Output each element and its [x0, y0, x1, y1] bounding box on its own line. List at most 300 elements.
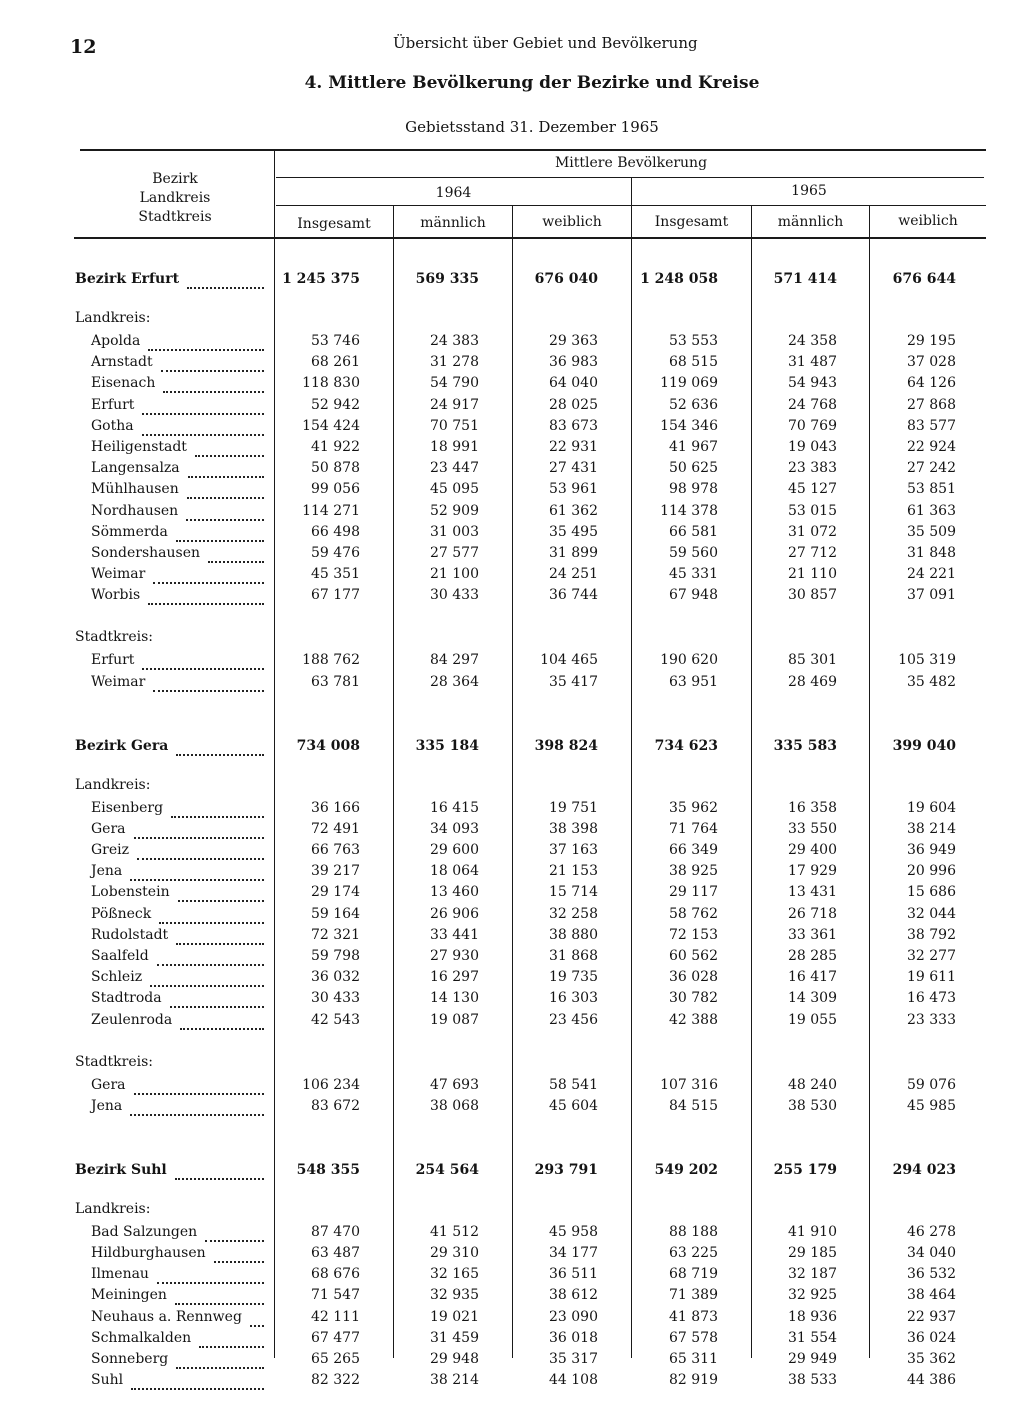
cell-value: 676 040 [534, 271, 598, 287]
cell-value: 44 386 [907, 1372, 956, 1388]
group-header: Mittlere Bevölkerung [554, 155, 708, 171]
cell-value: 19 604 [907, 800, 956, 816]
table-row [0, 906, 1024, 927]
cell-value: 68 719 [669, 1266, 718, 1282]
table-row [0, 1309, 1024, 1330]
cell-value: 154 424 [302, 418, 360, 434]
cell-value: 65 311 [669, 1351, 718, 1367]
cell-value: 14 309 [788, 990, 837, 1006]
table-row [0, 969, 1024, 990]
cell-value: 19 735 [549, 969, 598, 985]
section-label: Landkreis: [75, 777, 151, 793]
cell-value: 42 543 [311, 1012, 360, 1028]
cell-value: 41 512 [430, 1224, 479, 1240]
cell-value: 18 064 [430, 863, 479, 879]
cell-value: 32 258 [549, 906, 598, 922]
cell-value: 31 899 [549, 545, 598, 561]
table-row [0, 948, 1024, 969]
row-label: Langensalza [91, 460, 180, 476]
running-head: Übersicht über Gebiet und Bevölkerung [393, 34, 698, 52]
column-header: weiblich [542, 214, 602, 230]
cell-value: 36 024 [907, 1330, 956, 1346]
cell-value: 66 581 [669, 524, 718, 540]
cell-value: 14 130 [430, 990, 479, 1006]
cell-value: 58 541 [549, 1077, 598, 1093]
cell-value: 46 278 [907, 1224, 956, 1240]
cell-value: 27 868 [907, 397, 956, 413]
year-header-1965: 1965 [791, 183, 827, 199]
cell-value: 45 604 [549, 1098, 598, 1114]
leader-dots [142, 654, 264, 670]
cell-value: 24 768 [788, 397, 837, 413]
leader-dots [153, 568, 264, 584]
leader-dots [134, 1079, 264, 1095]
cell-value: 27 577 [430, 545, 479, 561]
cell-value: 32 935 [430, 1287, 479, 1303]
cell-value: 22 937 [907, 1309, 956, 1325]
cell-value: 45 331 [669, 566, 718, 582]
cell-value: 23 447 [430, 460, 479, 476]
cell-value: 47 693 [430, 1077, 479, 1093]
cell-value: 37 028 [907, 354, 956, 370]
cell-value: 19 043 [788, 439, 837, 455]
cell-value: 31 554 [788, 1330, 837, 1346]
cell-value: 118 830 [302, 375, 360, 391]
cell-value: 42 111 [311, 1309, 360, 1325]
cell-value: 33 441 [430, 927, 479, 943]
cell-value: 38 880 [549, 927, 598, 943]
column-header: männlich [777, 214, 844, 230]
cell-value: 67 948 [669, 587, 718, 603]
row-label: Sömmerda [91, 524, 168, 540]
section-label: Landkreis: [75, 1201, 151, 1217]
cell-value: 23 333 [907, 1012, 956, 1028]
cell-value: 15 686 [907, 884, 956, 900]
cell-value: 24 221 [907, 566, 956, 582]
row-label: Erfurt [91, 397, 135, 413]
stub-header-stadtkreis: Stadtkreis [138, 209, 212, 225]
cell-value: 18 936 [788, 1309, 837, 1325]
bezirk-total-row [0, 271, 1024, 292]
cell-value: 29 363 [549, 333, 598, 349]
cell-value: 399 040 [892, 738, 956, 754]
table-row [0, 397, 1024, 418]
cell-value: 29 310 [430, 1245, 479, 1261]
table-row [0, 1098, 1024, 1119]
cell-value: 24 358 [788, 333, 837, 349]
cell-value: 38 533 [788, 1372, 837, 1388]
cell-value: 36 166 [311, 800, 360, 816]
cell-value: 34 040 [907, 1245, 956, 1261]
cell-value: 35 495 [549, 524, 598, 540]
cell-value: 61 362 [549, 503, 598, 519]
cell-value: 32 925 [788, 1287, 837, 1303]
cell-value: 63 781 [311, 674, 360, 690]
cell-value: 22 924 [907, 439, 956, 455]
cell-value: 83 673 [549, 418, 598, 434]
table-row [0, 503, 1024, 524]
row-label: Nordhausen [91, 503, 179, 519]
cell-value: 35 417 [549, 674, 598, 690]
cell-value: 32 277 [907, 948, 956, 964]
cell-value: 15 714 [549, 884, 598, 900]
leader-dots [130, 1100, 264, 1116]
table-row [0, 990, 1024, 1011]
cell-value: 335 184 [415, 738, 479, 754]
table-row [0, 842, 1024, 863]
row-label: Saalfeld [91, 948, 149, 964]
cell-value: 41 922 [311, 439, 360, 455]
table-title: 4. Mittlere Bevölkerung der Bezirke und Kreise [304, 73, 760, 93]
row-label: Schleiz [91, 969, 143, 985]
cell-value: 119 069 [660, 375, 718, 391]
cell-value: 52 909 [430, 503, 479, 519]
cell-value: 68 515 [669, 354, 718, 370]
cell-value: 99 056 [311, 481, 360, 497]
cell-value: 27 930 [430, 948, 479, 964]
cell-value: 29 948 [430, 1351, 479, 1367]
cell-value: 255 179 [773, 1162, 837, 1178]
row-label: Sondershausen [91, 545, 201, 561]
leader-dots [142, 420, 264, 436]
cell-value: 36 744 [549, 587, 598, 603]
cell-value: 45 351 [311, 566, 360, 582]
cell-value: 24 383 [430, 333, 479, 349]
table-row [0, 524, 1024, 545]
cell-value: 53 746 [311, 333, 360, 349]
leader-dots [137, 844, 264, 860]
cell-value: 1 245 375 [282, 271, 360, 287]
cell-value: 29 185 [788, 1245, 837, 1261]
cell-value: 734 008 [296, 738, 360, 754]
cell-value: 59 164 [311, 906, 360, 922]
cell-value: 42 388 [669, 1012, 718, 1028]
cell-value: 59 076 [907, 1077, 956, 1093]
cell-value: 105 319 [898, 652, 956, 668]
row-label: Bezirk Gera [75, 738, 169, 754]
cell-value: 85 301 [788, 652, 837, 668]
cell-value: 71 547 [311, 1287, 360, 1303]
row-label: Neuhaus a. Rennweg [91, 1309, 242, 1325]
cell-value: 38 925 [669, 863, 718, 879]
table-row [0, 1245, 1024, 1266]
cell-value: 29 600 [430, 842, 479, 858]
cell-value: 30 433 [430, 587, 479, 603]
cell-value: 34 093 [430, 821, 479, 837]
cell-value: 38 464 [907, 1287, 956, 1303]
cell-value: 39 217 [311, 863, 360, 879]
cell-value: 37 091 [907, 587, 956, 603]
cell-value: 54 790 [430, 375, 479, 391]
cell-value: 293 791 [534, 1162, 598, 1178]
cell-value: 569 335 [415, 271, 479, 287]
table-row [0, 1287, 1024, 1308]
row-label: Ilmenau [91, 1266, 149, 1282]
cell-value: 68 261 [311, 354, 360, 370]
table-row [0, 674, 1024, 695]
cell-value: 36 018 [549, 1330, 598, 1346]
cell-value: 36 032 [311, 969, 360, 985]
cell-value: 16 297 [430, 969, 479, 985]
cell-value: 335 583 [773, 738, 837, 754]
cell-value: 87 470 [311, 1224, 360, 1240]
section-label: Stadtkreis: [75, 1054, 153, 1070]
cell-value: 45 958 [549, 1224, 598, 1240]
leader-dots [153, 676, 264, 692]
cell-value: 38 530 [788, 1098, 837, 1114]
table-row [0, 1266, 1024, 1287]
table-row [0, 418, 1024, 439]
row-label: Arnstadt [91, 354, 153, 370]
section-label: Landkreis: [75, 310, 151, 326]
cell-value: 54 943 [788, 375, 837, 391]
cell-value: 29 117 [669, 884, 718, 900]
cell-value: 23 090 [549, 1309, 598, 1325]
table-row [0, 1224, 1024, 1245]
cell-value: 36 532 [907, 1266, 956, 1282]
cell-value: 82 919 [669, 1372, 718, 1388]
table-row [0, 545, 1024, 566]
row-label: Mühlhausen [91, 481, 179, 497]
cell-value: 27 712 [788, 545, 837, 561]
cell-value: 53 961 [549, 481, 598, 497]
row-label: Sonneberg [91, 1351, 169, 1367]
cell-value: 31 003 [430, 524, 479, 540]
cell-value: 31 868 [549, 948, 598, 964]
cell-value: 16 417 [788, 969, 837, 985]
cell-value: 26 718 [788, 906, 837, 922]
cell-value: 84 515 [669, 1098, 718, 1114]
table-row [0, 354, 1024, 375]
cell-value: 35 509 [907, 524, 956, 540]
cell-value: 71 389 [669, 1287, 718, 1303]
row-label: Worbis [91, 587, 141, 603]
cell-value: 17 929 [788, 863, 837, 879]
cell-value: 38 068 [430, 1098, 479, 1114]
cell-value: 16 473 [907, 990, 956, 1006]
cell-value: 38 214 [907, 821, 956, 837]
leader-dots [148, 335, 264, 351]
cell-value: 63 951 [669, 674, 718, 690]
row-label: Bad Salzungen [91, 1224, 198, 1240]
cell-value: 98 978 [669, 481, 718, 497]
cell-value: 70 751 [430, 418, 479, 434]
cell-value: 19 055 [788, 1012, 837, 1028]
cell-value: 32 044 [907, 906, 956, 922]
row-label: Jena [91, 863, 123, 879]
cell-value: 254 564 [415, 1162, 479, 1178]
row-label: Erfurt [91, 652, 135, 668]
table-row [0, 884, 1024, 905]
table-row [0, 652, 1024, 673]
cell-value: 29 949 [788, 1351, 837, 1367]
cell-value: 45 985 [907, 1098, 956, 1114]
table-row [0, 1372, 1024, 1393]
cell-value: 34 177 [549, 1245, 598, 1261]
cell-value: 58 762 [669, 906, 718, 922]
cell-value: 35 962 [669, 800, 718, 816]
cell-value: 114 378 [660, 503, 718, 519]
cell-value: 53 015 [788, 503, 837, 519]
cell-value: 33 361 [788, 927, 837, 943]
cell-value: 53 851 [907, 481, 956, 497]
row-label: Gotha [91, 418, 134, 434]
cell-value: 31 278 [430, 354, 479, 370]
cell-value: 82 322 [311, 1372, 360, 1388]
row-label: Bezirk Erfurt [75, 271, 180, 287]
cell-value: 24 917 [430, 397, 479, 413]
table-row [0, 1330, 1024, 1351]
cell-value: 33 550 [788, 821, 837, 837]
cell-value: 36 028 [669, 969, 718, 985]
cell-value: 23 456 [549, 1012, 598, 1028]
table-row [0, 1012, 1024, 1033]
cell-value: 28 469 [788, 674, 837, 690]
cell-value: 72 153 [669, 927, 718, 943]
cell-value: 21 100 [430, 566, 479, 582]
cell-value: 32 187 [788, 1266, 837, 1282]
cell-value: 63 487 [311, 1245, 360, 1261]
leader-dots [131, 1374, 264, 1390]
cell-value: 36 511 [549, 1266, 598, 1282]
table-row [0, 1077, 1024, 1098]
cell-value: 31 848 [907, 545, 956, 561]
cell-value: 19 611 [907, 969, 956, 985]
table-row [0, 863, 1024, 884]
cell-value: 64 040 [549, 375, 598, 391]
cell-value: 50 625 [669, 460, 718, 476]
row-label: Pößneck [91, 906, 152, 922]
cell-value: 1 248 058 [640, 271, 718, 287]
cell-value: 41 967 [669, 439, 718, 455]
row-label: Gera [91, 1077, 126, 1093]
cell-value: 65 265 [311, 1351, 360, 1367]
stub-header [100, 170, 250, 227]
row-label: Suhl [91, 1372, 124, 1388]
cell-value: 45 095 [430, 481, 479, 497]
row-label: Lobenstein [91, 884, 170, 900]
cell-value: 30 433 [311, 990, 360, 1006]
table-row [0, 800, 1024, 821]
cell-value: 48 240 [788, 1077, 837, 1093]
column-header: Insgesamt [297, 216, 371, 232]
cell-value: 31 487 [788, 354, 837, 370]
cell-value: 72 321 [311, 927, 360, 943]
section-heading-row [0, 1201, 1024, 1222]
cell-value: 29 174 [311, 884, 360, 900]
row-label: Rudolstadt [91, 927, 169, 943]
cell-value: 88 188 [669, 1224, 718, 1240]
row-label: Greiz [91, 842, 130, 858]
row-label: Hildburghausen [91, 1245, 206, 1261]
cell-value: 28 025 [549, 397, 598, 413]
header-bottom-rule [74, 237, 986, 239]
cell-value: 16 303 [549, 990, 598, 1006]
row-label: Heiligenstadt [91, 439, 187, 455]
section-heading-row [0, 1054, 1024, 1075]
year-header-1964: 1964 [435, 185, 472, 201]
cell-value: 35 362 [907, 1351, 956, 1367]
cell-value: 398 824 [534, 738, 598, 754]
cell-value: 63 225 [669, 1245, 718, 1261]
cell-value: 41 873 [669, 1309, 718, 1325]
bezirk-total-row [0, 1162, 1024, 1183]
cell-value: 16 415 [430, 800, 479, 816]
leader-dots [157, 950, 264, 966]
cell-value: 53 553 [669, 333, 718, 349]
cell-value: 38 792 [907, 927, 956, 943]
cell-value: 31 072 [788, 524, 837, 540]
cell-value: 32 165 [430, 1266, 479, 1282]
cell-value: 18 991 [430, 439, 479, 455]
table-row [0, 1351, 1024, 1372]
cell-value: 16 358 [788, 800, 837, 816]
cell-value: 114 271 [302, 503, 360, 519]
cell-value: 26 906 [430, 906, 479, 922]
cell-value: 294 023 [892, 1162, 956, 1178]
cell-value: 60 562 [669, 948, 718, 964]
section-heading-row [0, 310, 1024, 331]
cell-value: 64 126 [907, 375, 956, 391]
cell-value: 27 431 [549, 460, 598, 476]
cell-value: 67 578 [669, 1330, 718, 1346]
cell-value: 83 577 [907, 418, 956, 434]
table-row [0, 821, 1024, 842]
leader-dots [150, 971, 264, 987]
cell-value: 24 251 [549, 566, 598, 582]
cell-value: 35 317 [549, 1351, 598, 1367]
cell-value: 676 644 [892, 271, 956, 287]
row-label: Meiningen [91, 1287, 167, 1303]
row-label: Apolda [91, 333, 141, 349]
cell-value: 20 996 [907, 863, 956, 879]
cell-value: 21 110 [788, 566, 837, 582]
row-label: Eisenberg [91, 800, 164, 816]
cell-value: 52 942 [311, 397, 360, 413]
section-heading-row [0, 777, 1024, 798]
cell-value: 106 234 [302, 1077, 360, 1093]
cell-value: 28 364 [430, 674, 479, 690]
cell-value: 36 949 [907, 842, 956, 858]
stub-header-bezirk: Bezirk [152, 171, 198, 187]
cell-value: 66 763 [311, 842, 360, 858]
cell-value: 38 612 [549, 1287, 598, 1303]
leader-dots [142, 399, 264, 415]
cell-value: 38 398 [549, 821, 598, 837]
cell-value: 21 153 [549, 863, 598, 879]
cell-value: 188 762 [302, 652, 360, 668]
table-row [0, 927, 1024, 948]
cell-value: 41 910 [788, 1224, 837, 1240]
table-row [0, 460, 1024, 481]
cell-value: 13 460 [430, 884, 479, 900]
cell-value: 68 676 [311, 1266, 360, 1282]
table-subtitle: Gebietsstand 31. Dezember 1965 [405, 118, 659, 136]
column-header: Insgesamt [654, 214, 729, 230]
page-number: 12 [70, 36, 97, 58]
row-label: Zeulenroda [91, 1012, 173, 1028]
table-row [0, 333, 1024, 354]
cell-value: 67 177 [311, 587, 360, 603]
cell-value: 61 363 [907, 503, 956, 519]
cell-value: 37 163 [549, 842, 598, 858]
cell-value: 38 214 [430, 1372, 479, 1388]
cell-value: 19 087 [430, 1012, 479, 1028]
row-label: Stadtroda [91, 990, 162, 1006]
stub-header-landkreis: Landkreis [139, 190, 211, 206]
row-label: Gera [91, 821, 126, 837]
cell-value: 22 931 [549, 439, 598, 455]
